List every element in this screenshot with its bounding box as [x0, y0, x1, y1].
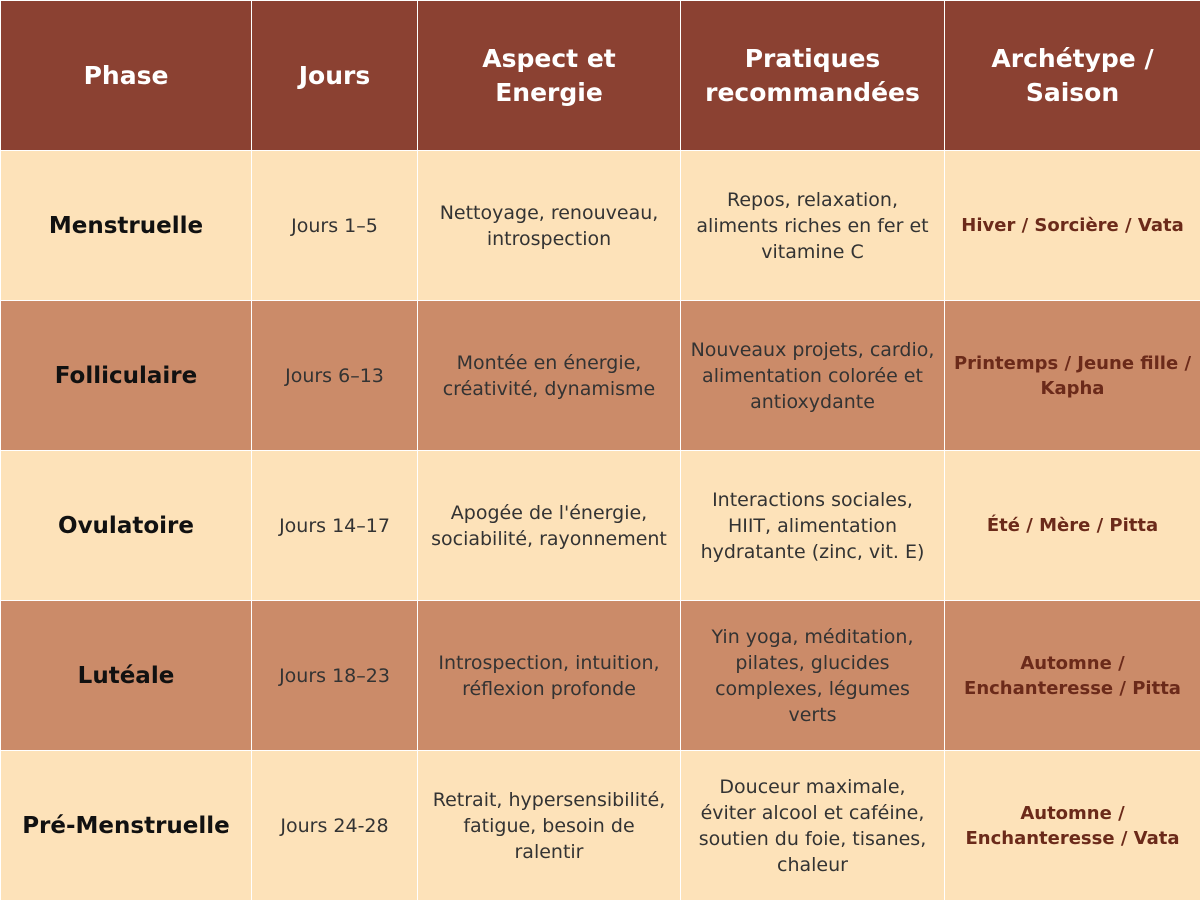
archetype-cell: Automne / Enchanteresse / Vata	[945, 751, 1200, 900]
header-row	[1, 1, 1200, 151]
table-row-ovulatoire	[1, 451, 1200, 601]
jours-cell: Jours 14–17	[252, 451, 418, 601]
aspect-cell: Montée en énergie, créativité, dynamisme	[418, 301, 681, 451]
table-row-pre-menstruelle	[1, 751, 1200, 900]
table-row-luteale	[1, 601, 1200, 751]
jours-cell: Jours 6–13	[252, 301, 418, 451]
table-header	[1, 1, 1200, 151]
jours-cell: Jours 24-28	[252, 751, 418, 900]
header-jours: Jours	[252, 1, 418, 151]
aspect-cell: Retrait, hypersensibilité, fatigue, besoin de ralentir	[418, 751, 681, 900]
table-body	[1, 151, 1200, 900]
archetype-cell: Printemps / Jeune fille / Kapha	[945, 301, 1200, 451]
header-archetype: Archétype / Saison	[945, 1, 1200, 151]
phase-cell: Lutéale	[1, 601, 252, 751]
archetype-cell: Été / Mère / Pitta	[945, 451, 1200, 601]
pratiques-cell: Nouveaux projets, cardio, alimentation colorée et antioxydante	[681, 301, 945, 451]
phase-cell: Folliculaire	[1, 301, 252, 451]
pratiques-cell: Interactions sociales, HIIT, alimentation hydratante (zinc, vit. E)	[681, 451, 945, 601]
archetype-cell: Automne / Enchanteresse / Pitta	[945, 601, 1200, 751]
aspect-cell: Introspection, intuition, réflexion profonde	[418, 601, 681, 751]
pratiques-cell: Yin yoga, méditation, pilates, glucides complexes, légumes verts	[681, 601, 945, 751]
archetype-cell: Hiver / Sorcière / Vata	[945, 151, 1200, 301]
pratiques-cell: Douceur maximale, éviter alcool et caféine, soutien du foie, tisanes, chaleur	[681, 751, 945, 900]
aspect-cell: Nettoyage, renouveau, introspection	[418, 151, 681, 301]
jours-cell: Jours 1–5	[252, 151, 418, 301]
header-aspect: Aspect et Energie	[418, 1, 681, 151]
phase-cell: Pré-Menstruelle	[1, 751, 252, 900]
phase-cell: Menstruelle	[1, 151, 252, 301]
header-pratiques: Pratiques recommandées	[681, 1, 945, 151]
phase-cell: Ovulatoire	[1, 451, 252, 601]
header-phase: Phase	[1, 1, 252, 151]
table-row-menstruelle	[1, 151, 1200, 301]
aspect-cell: Apogée de l'énergie, sociabilité, rayonnement	[418, 451, 681, 601]
pratiques-cell: Repos, relaxation, aliments riches en fer et vitamine C	[681, 151, 945, 301]
jours-cell: Jours 18–23	[252, 601, 418, 751]
table-row-folliculaire	[1, 301, 1200, 451]
